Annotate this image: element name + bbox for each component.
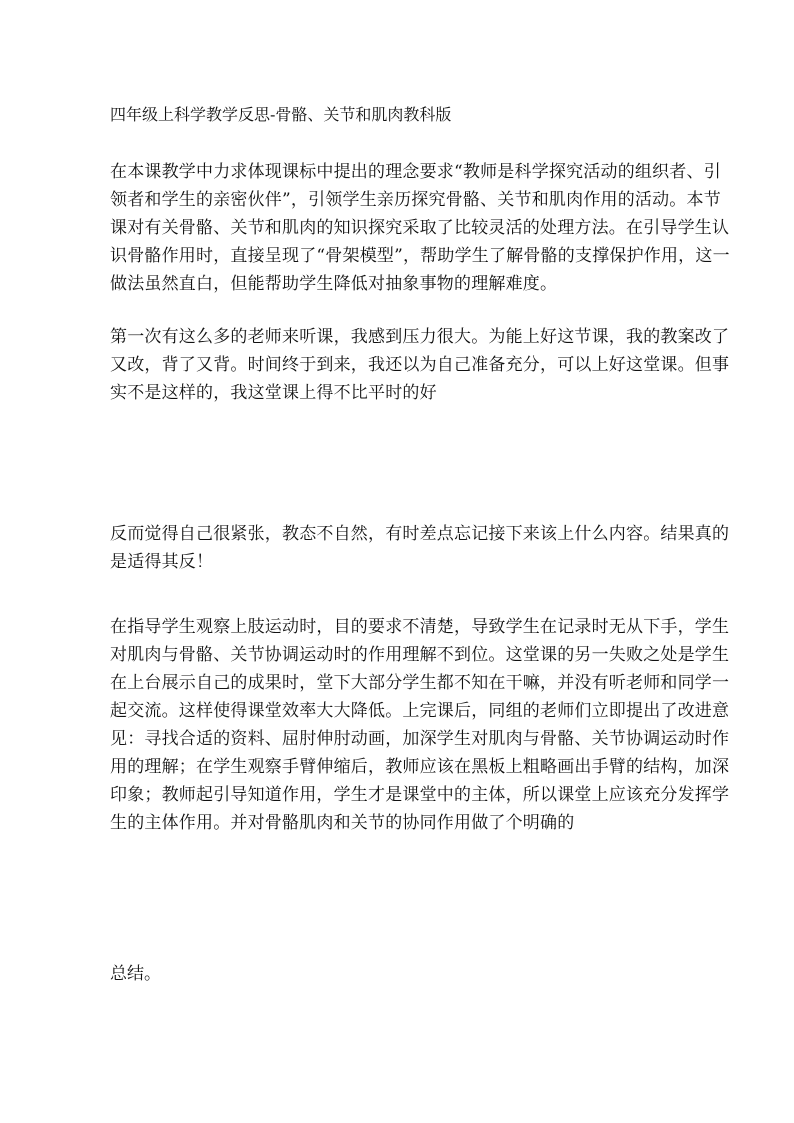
paragraph-1: 在本课教学中力求体现课标中提出的理念要求“教师是科学探究活动的组织者、引领者和学生的亲密伙伴”，引领学生亲历探究骨骼、关节和肌肉作用的活动。本节课对有关骨骼、关节和肌肉的知识探究采取了比较灵活的处理方法。在引导学生认识骨骼作用时，直接呈现了“骨架模型”，帮助学生了解骨骼的支撑保护作用，这一做法虽然直白，但能帮助学生降低对抽象事物的理解难度。 [110,162,730,294]
paragraph-2: 第一次有这么多的老师来听课，我感到压力很大。为能上好这节课，我的教案改了又改，背了又背。时间终于到来，我还以为自己准备充分，可以上好这堂课。但事实不是这样的，我这堂课上得不比平时的好 [110,327,730,403]
paragraph-3: 反而觉得自己很紧张，教态不自然，有时差点忘记接下来该上什么内容。结果真的是适得其反！ [110,524,730,572]
document-title: 四年级上科学教学反思-骨骼、关节和肌肉教科版 [110,105,452,124]
paragraph-4: 在指导学生观察上肢运动时，目的要求不清楚，导致学生在记录时无从下手，学生对肌肉与骨骼、关节协调运动时的作用理解不到位。这堂课的另一失败之处是学生在上台展示自己的成果时，堂下大部分学生都不知在干嘛，并没有听老师和同学一起交流。这样使得课堂效率大大降低。上完课后，同组的老师们立即提出了改进意见：寻找合适的资料、屈肘伸肘动画，加深学生对肌肉与骨骼、关节协调运动时作用的理解；在学生观察手臂伸缩后，教师应该在黑板上粗略画出手臂的结构，加深印象；教师起引导知道作用，学生才是课堂中的主体，所以课堂上应该充分发挥学生的主体作用。并对骨骼肌肉和关节的协同作用做了个明确的 [110,617,730,833]
closing-text: 总结。 [110,964,161,984]
